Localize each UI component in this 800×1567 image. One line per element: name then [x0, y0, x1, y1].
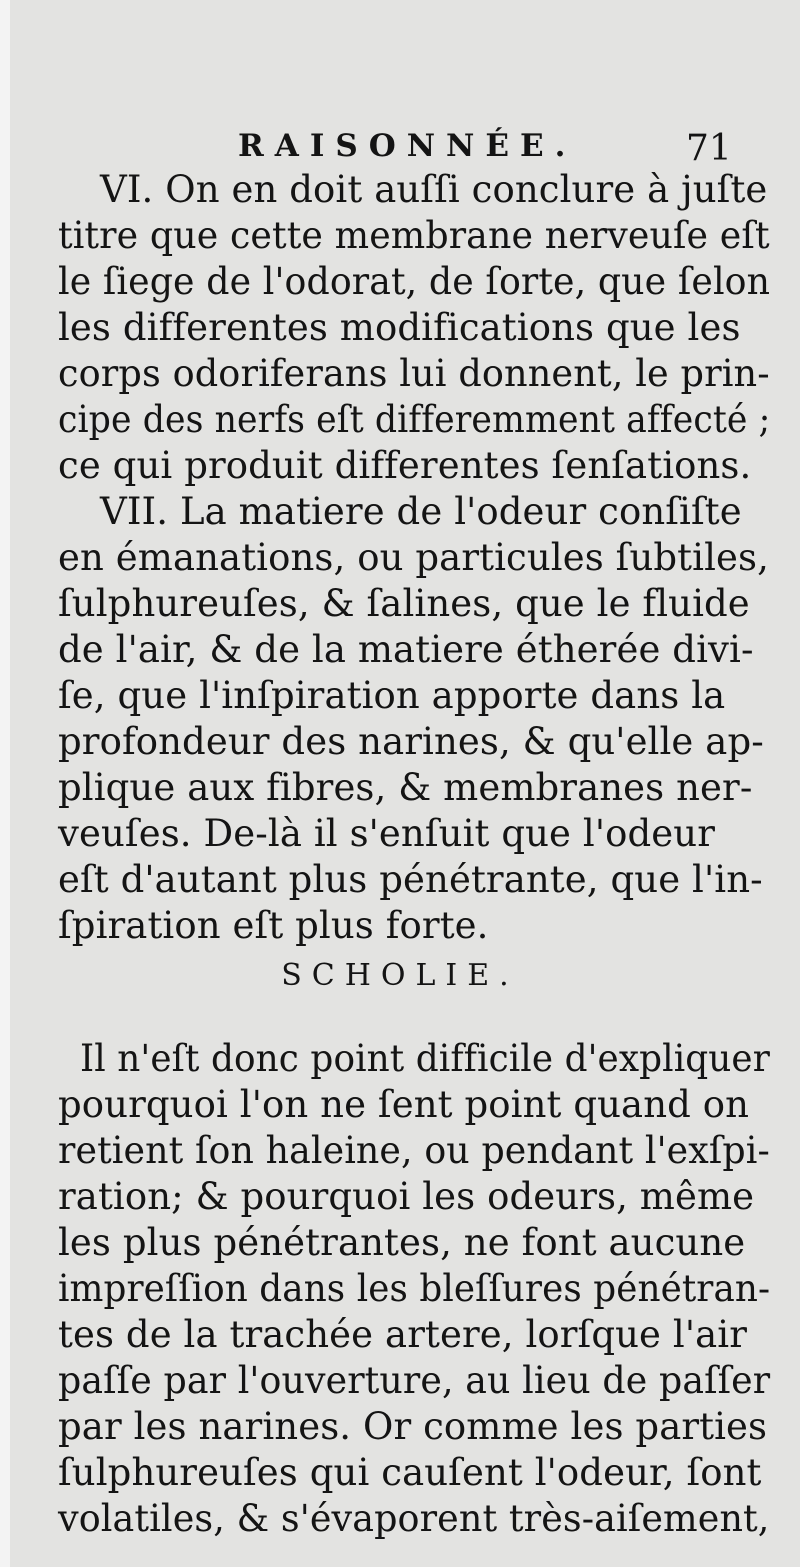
- text-line: titre que cette membrane nerveuſe eſt: [58, 214, 770, 257]
- text-line: corps odoriferans lui donnent, le prin-: [58, 352, 770, 395]
- text-line: paſſe par l'ouverture, au lieu de paſſer: [58, 1359, 771, 1402]
- text-line: ſe, que l'inſpiration apporte dans la: [58, 674, 726, 717]
- text-line: VII. La matiere de l'odeur conſiſte: [100, 490, 742, 533]
- text-line: Il n'eſt donc point difficile d'expliquer: [80, 1037, 770, 1080]
- text-line: plique aux fibres, & membranes ner-: [58, 766, 753, 809]
- text-line: retient ſon haleine, ou pendant l'exſpi-: [58, 1129, 770, 1172]
- text-line: de l'air, & de la matiere étherée divi-: [58, 628, 754, 671]
- text-line: profondeur des narines, & qu'elle ap-: [58, 720, 764, 763]
- text-line: ration; & pourquoi les odeurs, même: [58, 1175, 755, 1218]
- section-title: SCHOLIE.: [281, 958, 519, 993]
- text-line: en émanations, ou particules ſubtiles,: [58, 536, 769, 579]
- text-line: ſpiration eſt plus forte.: [58, 904, 489, 947]
- text-line: par les narines. Or comme les parties: [58, 1405, 768, 1448]
- text-line: les plus pénétrantes, ne font aucune: [58, 1221, 746, 1264]
- text-line: volatiles, & s'évaporent très-aiſement,: [58, 1497, 770, 1540]
- text-line: ſulphureuſes, & ſalines, que le fluide: [58, 582, 750, 625]
- page-left-margin: [0, 0, 10, 1567]
- text-line: tes de la trachée artere, lorſque l'air: [58, 1313, 747, 1356]
- text-line: ce qui produit differentes ſenſations.: [58, 444, 752, 487]
- text-line: pourquoi l'on ne ſent point quand on: [58, 1083, 750, 1126]
- text-line: veuſes. De-là il s'enſuit que l'odeur: [58, 812, 715, 855]
- page-number: 71: [686, 128, 732, 169]
- text-line: impreſſion dans les bleſſures pénétran-: [58, 1267, 771, 1310]
- text-line: ſulphureuſes qui cauſent l'odeur, ſont: [58, 1451, 762, 1494]
- text-line: le ſiege de l'odorat, de ſorte, que ſelon: [58, 260, 771, 303]
- text-line: les differentes modifications que les: [58, 306, 741, 349]
- running-head: RAISONNÉE.: [238, 128, 577, 164]
- text-line: VI. On en doit auſſi conclure à juſte: [100, 168, 768, 211]
- text-line: eſt d'autant plus pénétrante, que l'in-: [58, 858, 763, 901]
- text-line: cipe des nerfs eſt differemment affecté ;: [58, 398, 771, 441]
